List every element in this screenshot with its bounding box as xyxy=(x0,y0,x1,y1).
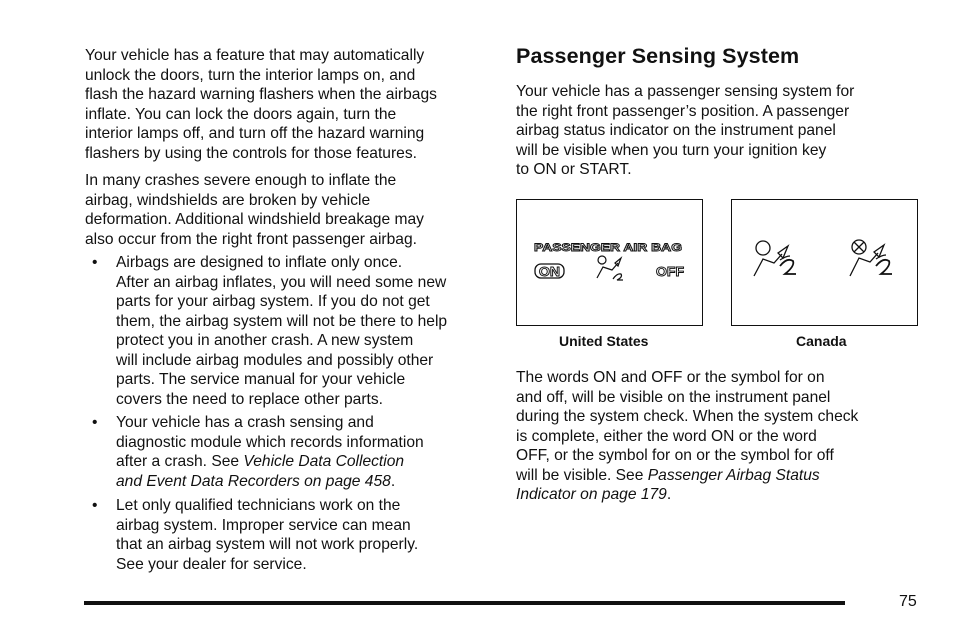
cross-reference-link: Indicator on page 179 xyxy=(516,486,667,503)
us-status-indicator-panel xyxy=(516,199,703,326)
intro-paragraph: Your vehicle has a feature that may automatically unlock the doors, turn the interior lamps on, and flash the hazard warning flashers when the airbags inflate. You can lock the doors again, turn the interior lamps off, and turn off the hazard warning flashers by using the controls for those features. xyxy=(85,47,437,162)
indicator-off-label: OFF xyxy=(656,264,685,279)
footer-rule xyxy=(84,601,845,605)
system-check-paragraph: The words ON and OFF or the symbol for on and off, will be visible on the instrument panel during the system check. When the system check is complete, either the word ON or the word OFF, or the symbol for on or the symbol for off will be visible. See Passenger Airbag Status Indicator on page 179. xyxy=(516,369,859,503)
canada-status-indicator-panel xyxy=(731,199,918,326)
bullet-item-technicians: Let only qualified technicians work on the airbag system. Improper service can mean that an airbag system will not work properly. See your dealer for service. xyxy=(116,497,419,573)
us-indicator-graphic xyxy=(517,200,701,324)
passenger-airbag-off-icon xyxy=(850,240,892,276)
page-number: 75 xyxy=(899,593,917,610)
windshield-paragraph: In many crashes severe enough to inflate the airbag, windshields are broken by vehicle deformation. Additional windshield breakage may also occur from the right front passenger airbag. xyxy=(85,172,424,248)
figure-caption-us: United States xyxy=(559,333,649,349)
bullet-item-crash-module: Your vehicle has a crash sensing and diagnostic module which records information after a crash. See Vehicle Data Collection and Event Data Recorders on page 458. xyxy=(116,414,424,490)
cross-reference-link: and Event Data Recorders on page 458 xyxy=(116,472,391,490)
bullet-marker: • xyxy=(92,254,98,271)
passenger-airbag-on-icon xyxy=(754,241,796,276)
bullet-marker: • xyxy=(92,414,98,431)
bullet-marker: • xyxy=(92,497,98,514)
indicator-on-label: ON xyxy=(539,264,560,279)
indicator-heading: PASSENGER AIR BAG xyxy=(534,242,682,254)
cross-reference-link: Vehicle Data Collection xyxy=(243,453,405,470)
canada-indicator-graphic xyxy=(732,200,916,324)
passenger-airbag-on-icon xyxy=(597,256,623,280)
bullet-item-inflate-once: Airbags are designed to inflate only once. After an airbag inflates, you will need some new parts for your airbag system. If you do not get them, the airbag system will not be there to help protect you in another crash. A new system will include airbag modules and possibly other parts. The service manual for your vehicle covers the need to replace other parts. xyxy=(116,254,448,408)
figure-caption-canada: Canada xyxy=(796,333,847,349)
sensing-system-paragraph: Your vehicle has a passenger sensing system for the right front passenger’s position. A passenger airbag status indicator on the instrument panel will be visible when you turn your ignition key to ON or START. xyxy=(516,83,855,178)
cross-reference-link: Passenger Airbag Status xyxy=(647,466,820,484)
section-title: Passenger Sensing System xyxy=(516,44,800,68)
